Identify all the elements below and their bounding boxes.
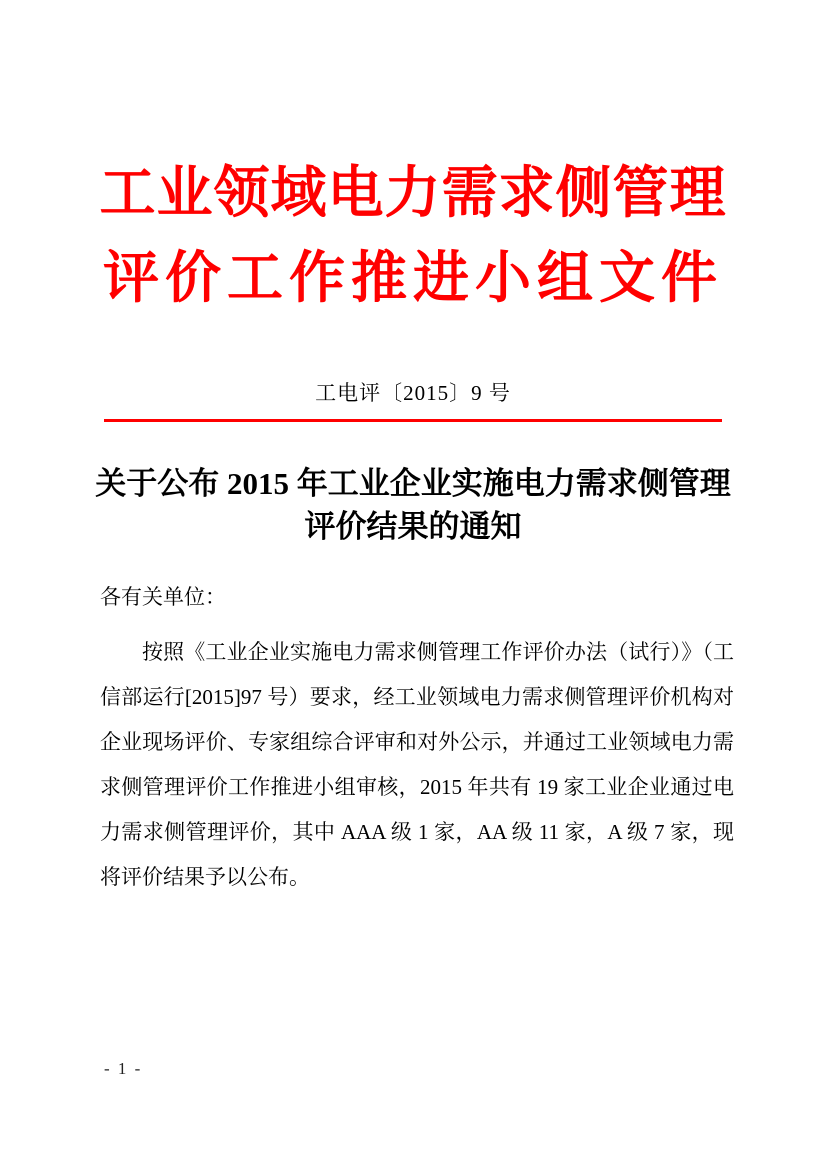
letterhead-title-line1: 工业领域电力需求侧管理 bbox=[99, 163, 727, 225]
letterhead-banner bbox=[0, 0, 826, 310]
salutation: 各有关单位： bbox=[100, 585, 226, 609]
notice-title-line2: 评价结果的通知 bbox=[304, 509, 522, 544]
notice-title-line1: 关于公布 2015 年工业企业实施电力需求侧管理 bbox=[95, 466, 731, 501]
letterhead-title-line2: 评价工作推进小组文件 bbox=[103, 248, 723, 310]
body-paragraph: 按照《工业企业实施电力需求侧管理工作评价办法（试行）》（工信部运行[2015]97 号）要求，经工业领域电力需求侧管理评价机构对企业现场评价、专家组综合评审和对外公示，并通过工业领域电力需求侧管理评价工作推进小组审核，2015 年共有 19 家工业企业通过电力需求侧管理评价，其中 AAA 级 1 家，AA 级 11 家，A 级 7 家，现将评价结果予以公布。 bbox=[100, 640, 734, 889]
notice-title bbox=[0, 462, 826, 548]
document-number: 工电评〔2015〕9 号 bbox=[315, 381, 511, 405]
red-separator-line bbox=[104, 419, 722, 422]
page-number: - 1 - bbox=[104, 1059, 143, 1078]
